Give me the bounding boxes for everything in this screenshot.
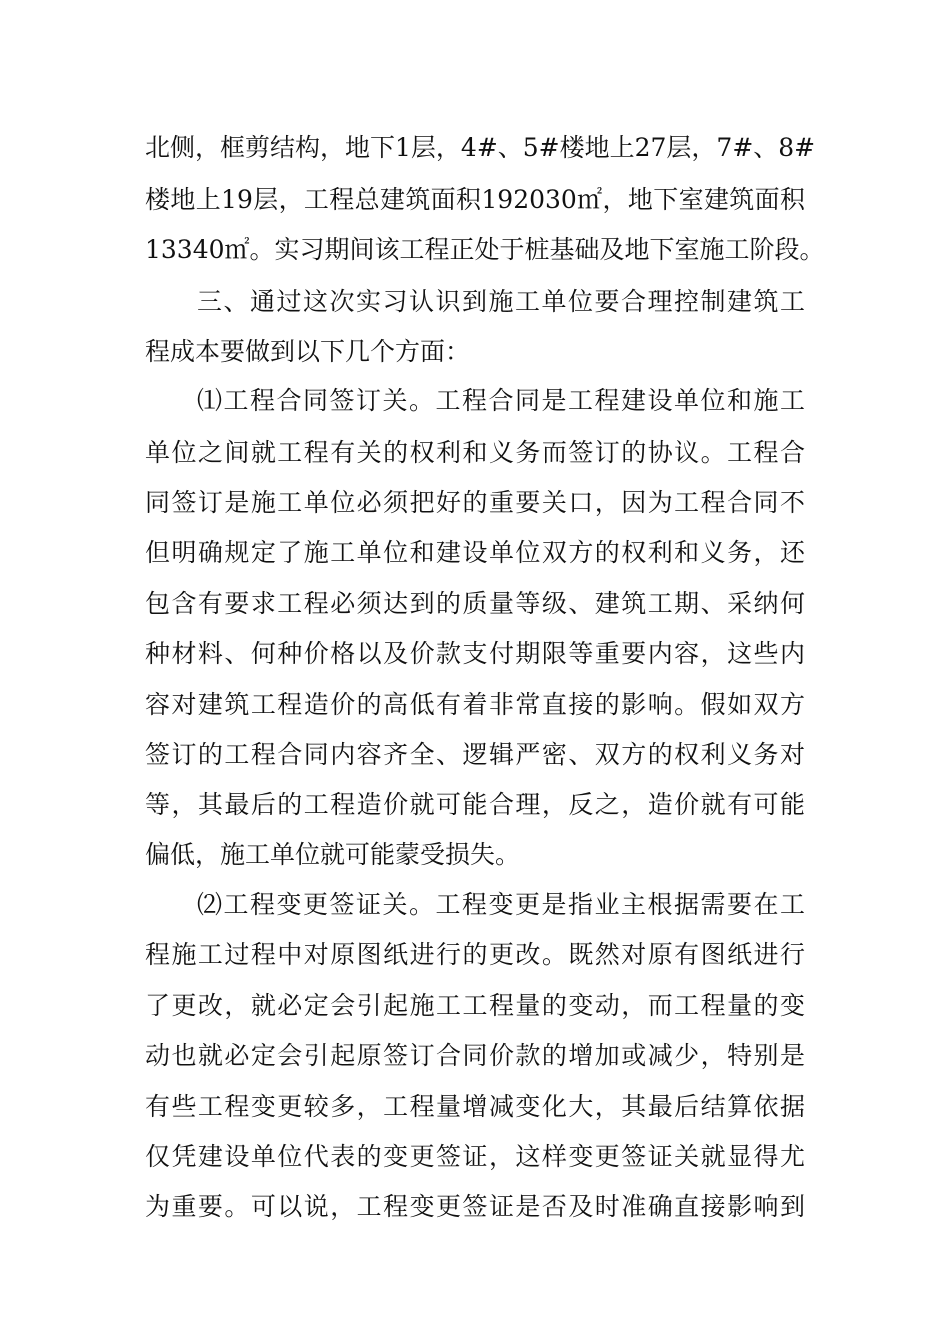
text-line: 有些工程变更较多，工程量增减变化大，其最后结算依据 xyxy=(145,1092,805,1121)
text-line: 偏低，施工单位就可能蒙受损失。 xyxy=(145,840,521,869)
text-line: 单位之间就工程有关的权利和义务而签订的协议。工程合 xyxy=(145,438,805,467)
text-line: 等，其最后的工程造价就可能合理，反之，造价就有可能 xyxy=(145,790,805,819)
text-line: 包含有要求工程必须达到的质量等级、建筑工期、采纳何 xyxy=(145,589,805,618)
text-line: 为重要。可以说，工程变更签证是否及时准确直接影响到 xyxy=(145,1192,805,1221)
section-heading-line: 三、通过这次实习认识到施工单位要合理控制建筑工 xyxy=(197,287,805,316)
paragraph-first-line: ⑴工程合同签订关。工程合同是工程建设单位和施工 xyxy=(197,386,805,415)
text-line: 但明确规定了施工单位和建设单位双方的权利和义务，还 xyxy=(145,538,805,567)
text-line: 同签订是施工单位必须把好的重要关口，因为工程合同不 xyxy=(145,488,805,517)
text-line: 程施工过程中对原图纸进行的更改。既然对原有图纸进行 xyxy=(145,940,805,969)
paragraph-first-line: ⑵工程变更签证关。工程变更是指业主根据需要在工 xyxy=(197,890,805,919)
text-line: 容对建筑工程造价的高低有着非常直接的影响。假如双方 xyxy=(145,690,805,719)
text-line: 种材料、何种价格以及价款支付期限等重要内容，这些内 xyxy=(145,639,805,668)
text-line: 签订的工程合同内容齐全、逻辑严密、双方的权利义务对 xyxy=(145,740,805,769)
text-line: 13340㎡。实习期间该工程正处于桩基础及地下室施工阶段。 xyxy=(145,235,825,264)
text-line: 楼地上19层，工程总建筑面积192030㎡，地下室建筑面积 xyxy=(145,185,805,214)
text-line: 动也就必定会引起原签订合同价款的增加或减少，特别是 xyxy=(145,1041,805,1070)
text-line: 了更改，就必定会引起施工工程量的变动，而工程量的变 xyxy=(145,991,805,1020)
text-line: 仅凭建设单位代表的变更签证，这样变更签证关就显得尤 xyxy=(145,1142,805,1171)
section-heading-line: 程成本要做到以下几个方面： xyxy=(145,337,471,366)
text-line: 北侧，框剪结构，地下1层，4#、5#楼地上27层，7#、8# xyxy=(145,133,816,162)
